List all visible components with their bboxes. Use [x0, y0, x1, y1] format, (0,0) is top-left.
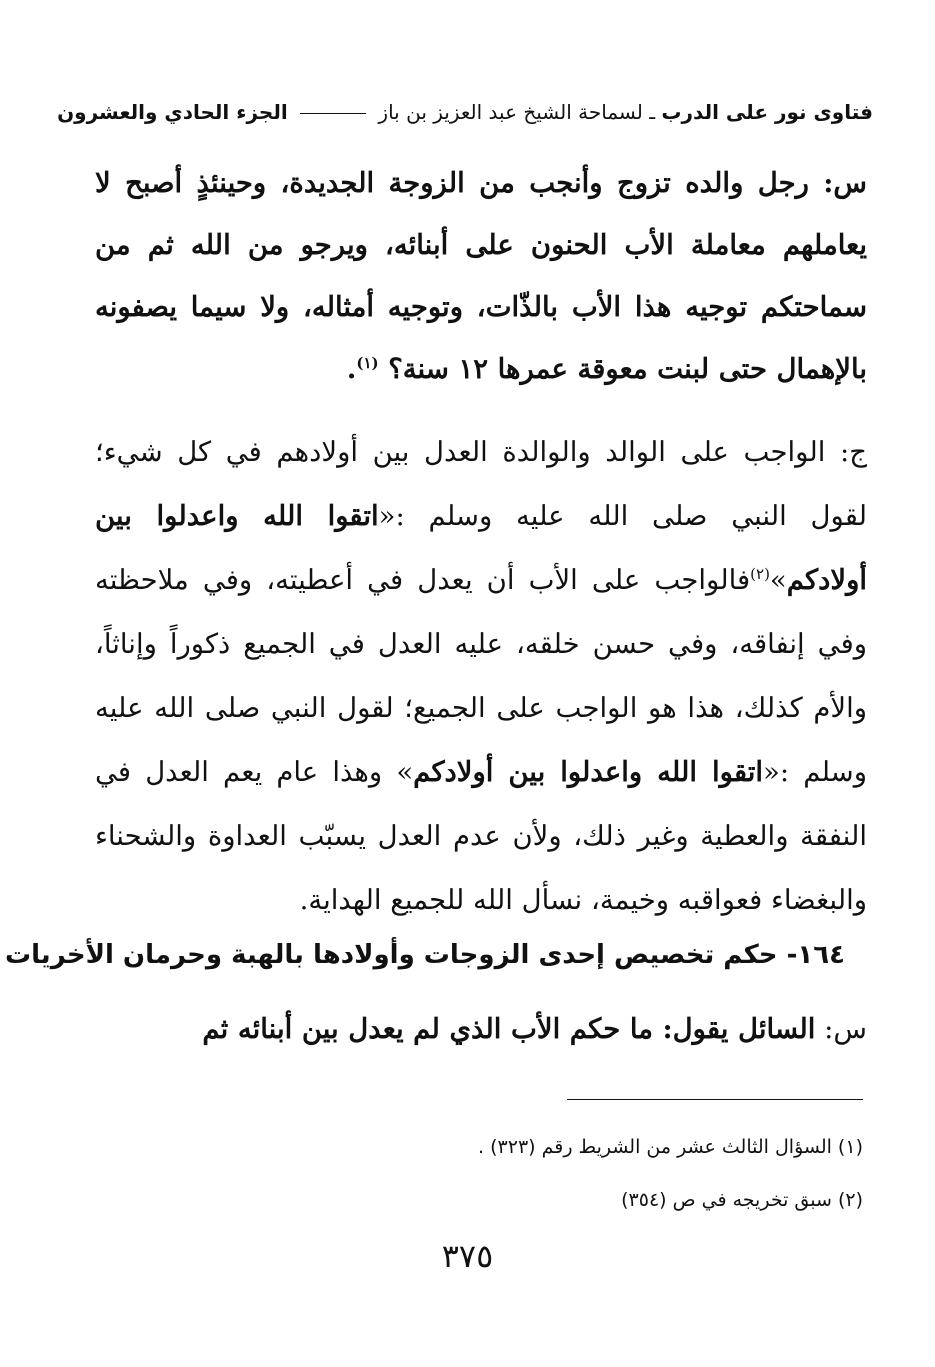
footnote-1: (١) السؤال الثالث عشر من الشريط رقم (٣٢٣) .: [478, 1136, 863, 1158]
question-2-text: السائل يقول: ما حكم الأب الذي لم يعدل بين أبنائه ثم: [202, 1013, 816, 1045]
answer-1-middle: فالواجب على الأب أن يعدل في أعطيته، وفي ملاحظته وفي إنفاقه، وفي حسن خلقه، عليه العدل في الجميع ذكوراً وإناثاً، والأم كذلك، هذا هو الواجب على الجميع؛ لقول النبي صلى الله عليه وسلم :«: [95, 564, 867, 788]
hadith-quote-2: اتقوا الله واعدلوا بين أولادكم: [413, 756, 764, 788]
footnote-ref-2: (٢): [750, 564, 770, 583]
question-1-text: س: رجل والده تزوج وأنجب من الزوجة الجديدة، وحينئذٍ أصبح لا يعاملهم معاملة الأب الحنون على أبنائه، ويرجو من الله ثم من سماحتكم توجيه هذا الأب بالذّات، وتوجيه أمثاله، ولا سيما يصفونه بالإهمال حتى لبنت معوقة عمرها ١٢ سنة؟: [95, 167, 867, 385]
hadith-quote: اتقوا الله واعدلوا بين أولادكم: [95, 500, 867, 596]
question-2: [95, 998, 867, 1060]
page-number: ٣٧٥: [441, 1237, 494, 1275]
question-2-prefix: س:: [815, 1013, 867, 1045]
answer-1: [95, 420, 867, 932]
section-heading: [5, 932, 845, 978]
section-title: حكم تخصيص إحدى الزوجات وأولادها بالهبة وحرمان الأخريات: [5, 940, 778, 970]
header-separator-line: [300, 113, 366, 114]
section-number: ١٦٤-: [786, 940, 845, 970]
question-1-period: .: [346, 353, 357, 385]
header-author: ـ لسماحة الشيخ عبد العزيز بن باز: [378, 100, 656, 124]
answer-1-end: » وهذا عام يعم العدل في النفقة والعطية وغير ذلك، ولأن عدم العدل يسبّب العداوة والشحناء والبغضاء فعواقبه وخيمة، نسأل الله للجميع الهداية.: [95, 756, 867, 916]
footnote-divider: [567, 1099, 863, 1100]
answer-1-close-quote: »: [769, 564, 787, 596]
question-1: [95, 152, 867, 400]
running-header: [57, 92, 873, 132]
header-volume: الجزء الحادي والعشرون: [57, 100, 288, 124]
answer-1-intro: ج: الواجب على الوالد والوالدة العدل بين أولادهم في كل شيء؛ لقول النبي صلى الله عليه وسلم :«: [95, 436, 867, 532]
header-book-title: فتاوى نور على الدرب: [661, 100, 873, 124]
footnote-2: (٢) سبق تخريجه في ص (٣٥٤): [621, 1189, 863, 1211]
footnote-ref-1: (١): [356, 353, 379, 372]
